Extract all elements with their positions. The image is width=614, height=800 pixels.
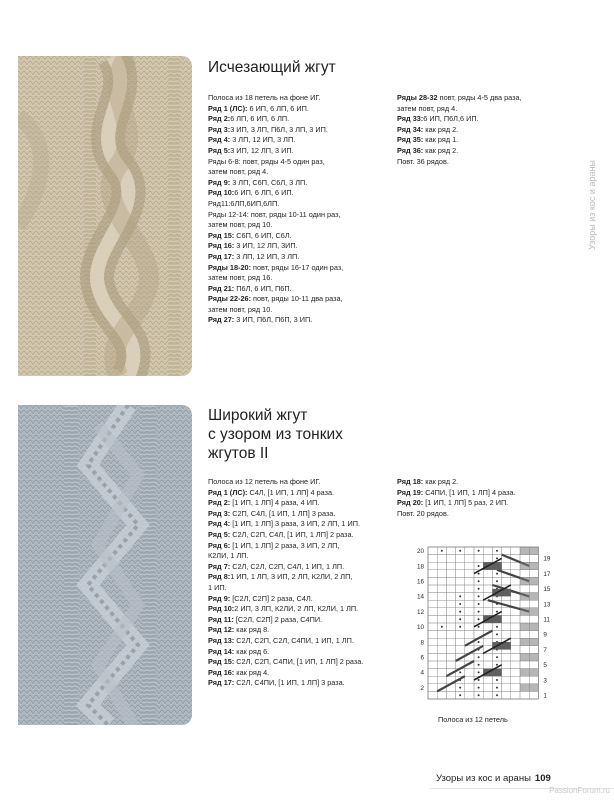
row-number-right: 15 bbox=[543, 586, 551, 594]
instruction-line bbox=[208, 231, 343, 242]
row-text: как ряд 6. bbox=[234, 646, 270, 656]
row-label: Ряд 5: bbox=[208, 145, 231, 155]
cable-block bbox=[520, 593, 538, 601]
row-label: Ряд 4: bbox=[208, 135, 231, 145]
row-label: Ряд 34: bbox=[397, 124, 424, 134]
page-footer bbox=[436, 773, 551, 784]
instruction-line bbox=[208, 252, 343, 263]
row-label: Ряд 5: bbox=[208, 529, 231, 539]
instruction-line bbox=[397, 146, 522, 157]
purl-dot bbox=[441, 550, 443, 552]
row-number-right: 3 bbox=[543, 677, 547, 685]
purl-dot bbox=[459, 611, 461, 613]
row-label: Ряд 10: bbox=[208, 604, 235, 614]
purl-dot bbox=[441, 626, 443, 628]
row-number-left: 14 bbox=[416, 593, 424, 601]
purl-dot bbox=[478, 550, 480, 552]
row-text: 3 ИП, 12 ЛП, 3 ИП. bbox=[230, 145, 294, 155]
row-label: Ряд 20: bbox=[397, 498, 424, 508]
row-text: Полоса из 18 петель на фоне ИГ. bbox=[208, 93, 321, 102]
knitting-chart bbox=[404, 543, 564, 715]
purl-dot bbox=[496, 611, 498, 613]
row-number-right: 13 bbox=[543, 601, 551, 609]
row-label: Ряд 4: bbox=[208, 519, 231, 529]
row-text: С2Л, С2П, С4Л, [1 ИП, 1 ЛП] 2 раза. bbox=[230, 529, 354, 539]
row-text: 3 ИП, 12 ЛП, 3ИП. bbox=[234, 241, 298, 251]
cable-block bbox=[520, 638, 538, 646]
instruction-line bbox=[208, 583, 363, 594]
purl-dot bbox=[496, 580, 498, 582]
row-text: Ряды 12-14: повт, ряды 10-11 один раз, bbox=[208, 209, 341, 219]
purl-dot bbox=[459, 671, 461, 673]
instruction-line bbox=[208, 551, 363, 562]
row-text: [1 ИП, 1 ЛП] 5 раз, 2 ИП. bbox=[423, 498, 509, 508]
row-text: как ряд 8. bbox=[234, 625, 270, 635]
row-label: Ряд 3: bbox=[208, 508, 231, 518]
purl-dot bbox=[478, 694, 480, 696]
row-number-left: 8 bbox=[420, 639, 424, 647]
row-text: повт, ряды 4-5 два раза, bbox=[437, 93, 522, 102]
row-label: Ряд 15: bbox=[208, 230, 235, 240]
row-text: К2ЛИ, 1 ЛП. bbox=[208, 551, 249, 561]
row-label: Ряд 36: bbox=[397, 145, 424, 155]
instruction-line bbox=[208, 167, 343, 178]
instruction-line bbox=[208, 210, 343, 221]
row-text: П6Л, 6 ИП, П6П. bbox=[234, 283, 292, 293]
row-label: Ряды 18-20: bbox=[208, 262, 252, 272]
instruction-line bbox=[208, 509, 363, 520]
purl-dot bbox=[478, 603, 480, 605]
row-text: 6 ИП, П6Л,6 ИП. bbox=[423, 114, 479, 124]
row-text: Полоса из 12 петель на фоне ИГ. bbox=[208, 477, 321, 486]
instruction-line bbox=[397, 498, 516, 509]
instruction-line bbox=[208, 519, 363, 530]
purl-dot bbox=[478, 595, 480, 597]
row-text: 6 ИП, 6 ЛП, 6 ИП. bbox=[234, 188, 294, 198]
row-text: С4Л, [1 ИП, 1 ЛП] 4 раза. bbox=[247, 487, 335, 497]
purl-dot bbox=[478, 687, 480, 689]
row-label: Ряд 3: bbox=[208, 124, 231, 134]
purl-dot bbox=[496, 687, 498, 689]
row-text: [1 ИП, 1 ЛП] 2 раза, 3 ИП, 2 ЛП, bbox=[230, 540, 340, 550]
instruction-line bbox=[208, 625, 363, 636]
instruction-line bbox=[208, 220, 343, 231]
instruction-line bbox=[208, 477, 363, 488]
row-label: Ряд 1 (ЛС): bbox=[208, 487, 248, 497]
row-label: Ряд 15: bbox=[208, 657, 235, 667]
purl-dot bbox=[459, 595, 461, 597]
row-text: 2 ИП, 3 ЛП, К2ЛИ, 2 ЛП, К2ЛИ, 1 ЛП. bbox=[234, 604, 359, 614]
sidebar-section-label: Узоры из кос и араны bbox=[587, 160, 597, 250]
row-number-right: 17 bbox=[543, 570, 551, 578]
photo-wide-cable bbox=[18, 405, 192, 725]
pattern-2-title-line: жгутов II bbox=[208, 445, 269, 462]
row-text: [1 ИП, 1 ЛП] 3 раза, 3 ИП, 2 ЛП, 1 ИП. bbox=[230, 519, 361, 529]
instruction-line bbox=[397, 488, 516, 499]
purl-dot bbox=[496, 679, 498, 681]
row-label: Ряд 10: bbox=[208, 188, 235, 198]
purl-dot bbox=[496, 557, 498, 559]
row-text: 3 ЛП, 12 ИП, 3 ЛП. bbox=[230, 135, 296, 145]
purl-dot bbox=[496, 656, 498, 658]
instruction-line bbox=[208, 114, 343, 125]
instruction-line bbox=[208, 294, 343, 305]
purl-dot bbox=[478, 580, 480, 582]
row-label: Ряд 6: bbox=[208, 540, 231, 550]
instruction-line bbox=[208, 263, 343, 274]
row-label: Ряд 21: bbox=[208, 283, 235, 293]
row-text: 3 ИП, П6Л, П6П, 3 ИП. bbox=[234, 315, 313, 325]
purl-dot bbox=[478, 664, 480, 666]
row-text: Ряд11:6ЛП,6ИП,6ЛП. bbox=[208, 198, 280, 208]
pattern-1-title: Исчезающий жгут bbox=[208, 59, 336, 76]
row-text: затем повт, ряд 10. bbox=[208, 304, 273, 314]
row-text: 1 ИП, 1 ЛП, 3 ИП, 2 ЛП, К2ЛИ, 2 ЛП, bbox=[230, 572, 353, 582]
row-label: Ряд 13: bbox=[208, 635, 235, 645]
row-text: 3 ЛП, С6П, С6Л, 3 ЛП. bbox=[230, 177, 308, 187]
row-number-left: 6 bbox=[420, 654, 424, 662]
instruction-line bbox=[208, 104, 343, 115]
row-text: 3 ЛП, 12 ИП, 3 ЛП. bbox=[234, 251, 300, 261]
pattern-2-title-line: Широкий жгут bbox=[208, 407, 308, 424]
row-label: Ряд 27: bbox=[208, 315, 235, 325]
instruction-line bbox=[397, 104, 522, 115]
pattern-2-title-line: с узором из тонких bbox=[208, 426, 343, 443]
instruction-line bbox=[208, 498, 363, 509]
footer-section-title: Узоры из кос и араны bbox=[436, 773, 531, 784]
row-text: как ряд 2. bbox=[423, 124, 459, 134]
row-label: Ряд 16: bbox=[208, 667, 235, 677]
row-label: Ряд 2: bbox=[208, 114, 231, 124]
instruction-line bbox=[208, 315, 343, 326]
row-label: Ряд 17: bbox=[208, 678, 235, 688]
row-number-left: 12 bbox=[416, 608, 424, 616]
row-number-right: 7 bbox=[543, 646, 547, 654]
row-text: 6 ЛП, 6 ИП, 6 ЛП. bbox=[230, 114, 290, 124]
row-number-right: 1 bbox=[543, 692, 547, 700]
row-text: С2П, С4Л, [1 ИП, 1 ЛП] 3 раза. bbox=[230, 508, 336, 518]
row-number-right: 11 bbox=[543, 616, 550, 624]
row-text: [С2Л, С2П] 2 раза, С4Л. bbox=[230, 593, 313, 603]
chart-caption: Полоса из 12 петель bbox=[438, 715, 508, 724]
row-label: Ряд 16: bbox=[208, 241, 235, 251]
row-number-right: 19 bbox=[543, 555, 551, 563]
purl-dot bbox=[478, 565, 480, 567]
row-label: Ряд 8: bbox=[208, 572, 231, 582]
row-number-left: 10 bbox=[416, 624, 424, 632]
purl-dot bbox=[459, 626, 461, 628]
row-label: Ряд 1 (ЛС): bbox=[208, 103, 248, 113]
instruction-line bbox=[208, 241, 343, 252]
pattern-2-title bbox=[208, 406, 343, 463]
purl-dot bbox=[478, 641, 480, 643]
cable-block bbox=[520, 669, 538, 677]
instruction-line bbox=[208, 188, 343, 199]
page-number: 109 bbox=[534, 773, 551, 784]
instruction-line bbox=[208, 678, 363, 689]
instruction-line bbox=[397, 477, 516, 488]
purl-dot bbox=[478, 618, 480, 620]
watermark: PassionForum.ru bbox=[549, 786, 610, 795]
cable-block bbox=[520, 684, 538, 692]
instruction-line bbox=[397, 157, 522, 168]
cable-block bbox=[520, 577, 538, 585]
instruction-line bbox=[208, 305, 343, 316]
row-text: С6П, 6 ИП, С6Л. bbox=[234, 230, 292, 240]
purl-dot bbox=[496, 633, 498, 635]
cable-block bbox=[520, 623, 538, 631]
row-label: Ряд 2: bbox=[208, 498, 231, 508]
instruction-line bbox=[208, 562, 363, 573]
row-text: С2Л, С2Л, С2П, С4Л, 1 ИП, 1 ЛП. bbox=[230, 561, 345, 571]
row-text: затем повт, ряд 16. bbox=[208, 273, 273, 283]
cable-block bbox=[520, 653, 538, 661]
row-text: Повт. 20 рядов. bbox=[397, 508, 449, 518]
row-text: как ряд 1. bbox=[423, 135, 459, 145]
row-label: Ряд 11: bbox=[208, 614, 234, 624]
instruction-line bbox=[208, 199, 343, 210]
pattern-2-instructions-col-b bbox=[397, 477, 516, 519]
row-text: затем повт, ряд 4. bbox=[208, 167, 269, 177]
instruction-line bbox=[397, 135, 522, 146]
row-text: С2Л, С2П, С4ПИ, [1 ИП, 1 ЛП] 2 раза. bbox=[234, 657, 364, 667]
pattern-1-instructions-col-b bbox=[397, 93, 522, 167]
instruction-line bbox=[208, 647, 363, 658]
row-text: Повт. 36 рядов. bbox=[397, 156, 449, 166]
cable-block bbox=[520, 562, 538, 570]
row-text: как ряд 2. bbox=[423, 477, 459, 486]
row-number-left: 20 bbox=[416, 548, 424, 556]
row-text: затем повт, ряд 4. bbox=[397, 103, 458, 113]
pattern-1-instructions-col-a bbox=[208, 93, 343, 326]
purl-dot bbox=[478, 656, 480, 658]
instruction-line bbox=[208, 93, 343, 104]
instruction-line bbox=[208, 178, 343, 189]
instruction-line bbox=[208, 668, 363, 679]
purl-dot bbox=[496, 626, 498, 628]
instruction-line bbox=[208, 594, 363, 605]
row-text: [С2Л, С2П] 2 раза, С4ПИ. bbox=[233, 614, 323, 624]
instruction-line bbox=[397, 93, 522, 104]
purl-dot bbox=[478, 626, 480, 628]
row-text: повт, ряды 16-17 один раз, bbox=[251, 262, 344, 272]
row-text: С2Л, С4ПИ, [1 ИП, 1 ЛП] 3 раза. bbox=[234, 678, 345, 688]
row-label: Ряд 12: bbox=[208, 625, 235, 635]
row-label: Ряд 18: bbox=[397, 477, 424, 486]
row-label: Ряд 9: bbox=[208, 593, 231, 603]
pattern-2-instructions-col-a bbox=[208, 477, 363, 689]
purl-dot bbox=[459, 694, 461, 696]
purl-dot bbox=[459, 687, 461, 689]
instruction-line bbox=[208, 125, 343, 136]
row-label: Ряд 35: bbox=[397, 135, 424, 145]
instruction-line bbox=[208, 604, 363, 615]
purl-dot bbox=[496, 694, 498, 696]
row-label: Ряд 19: bbox=[397, 487, 424, 497]
row-text: повт, ряды 10-11 два раза, bbox=[251, 294, 343, 304]
row-text: 1 ИП. bbox=[208, 582, 227, 592]
row-text: 3 ИП, 3 ЛП, П6Л, 3 ЛП, 3 ИП. bbox=[230, 124, 328, 134]
row-text: как ряд 2. bbox=[423, 145, 459, 155]
row-number-right: 9 bbox=[543, 631, 547, 639]
instruction-line bbox=[208, 572, 363, 583]
instruction-line bbox=[208, 488, 363, 499]
row-label: Ряд 14: bbox=[208, 646, 235, 656]
instruction-line bbox=[208, 284, 343, 295]
row-number-left: 2 bbox=[420, 684, 424, 692]
purl-dot bbox=[478, 611, 480, 613]
instruction-line bbox=[397, 509, 516, 520]
purl-dot bbox=[478, 679, 480, 681]
instruction-line bbox=[208, 273, 343, 284]
row-text: как ряд 4. bbox=[234, 667, 270, 677]
row-text: затем повт, ряд 10. bbox=[208, 220, 273, 230]
row-text: С4ПИ, [1 ИП, 1 ЛП] 4 раза. bbox=[423, 487, 516, 497]
purl-dot bbox=[459, 618, 461, 620]
instruction-line bbox=[208, 157, 343, 168]
row-text: [1 ИП, 1 ЛП] 4 раза, 4 ИП. bbox=[230, 498, 320, 508]
row-text: 6 ИП, 6 ЛП, 6 ИП. bbox=[247, 103, 309, 113]
instruction-line bbox=[208, 541, 363, 552]
purl-dot bbox=[459, 603, 461, 605]
row-label: Ряд 33: bbox=[397, 114, 424, 124]
instruction-line bbox=[208, 657, 363, 668]
instruction-line bbox=[208, 135, 343, 146]
row-text: Ряды 6-8: повт, ряды 4-5 один раз, bbox=[208, 156, 325, 166]
row-label: Ряд 7: bbox=[208, 561, 231, 571]
instruction-line bbox=[208, 530, 363, 541]
row-label: Ряды 28-32 bbox=[397, 93, 438, 102]
purl-dot bbox=[496, 664, 498, 666]
row-number-right: 5 bbox=[543, 662, 547, 670]
purl-dot bbox=[478, 573, 480, 575]
cable-block bbox=[520, 608, 538, 616]
cable-block bbox=[520, 547, 538, 555]
row-text: С2Л, С2П, С2Л, С4ПИ, 1 ИП, 1 ЛП. bbox=[234, 635, 354, 645]
purl-dot bbox=[459, 550, 461, 552]
purl-dot bbox=[478, 588, 480, 590]
row-label: Ряды 22-26: bbox=[208, 294, 252, 304]
instruction-line bbox=[397, 114, 522, 125]
row-number-left: 16 bbox=[416, 578, 424, 586]
photo-disappearing-cable bbox=[18, 56, 192, 376]
purl-dot bbox=[478, 671, 480, 673]
row-number-left: 4 bbox=[420, 669, 424, 677]
row-label: Ряд 17: bbox=[208, 251, 235, 261]
row-number-left: 18 bbox=[416, 563, 424, 571]
instruction-line bbox=[208, 146, 343, 157]
row-label: Ряд 9: bbox=[208, 177, 231, 187]
instruction-line bbox=[208, 636, 363, 647]
instruction-line bbox=[397, 125, 522, 136]
purl-dot bbox=[496, 573, 498, 575]
instruction-line bbox=[208, 615, 363, 626]
purl-dot bbox=[496, 550, 498, 552]
